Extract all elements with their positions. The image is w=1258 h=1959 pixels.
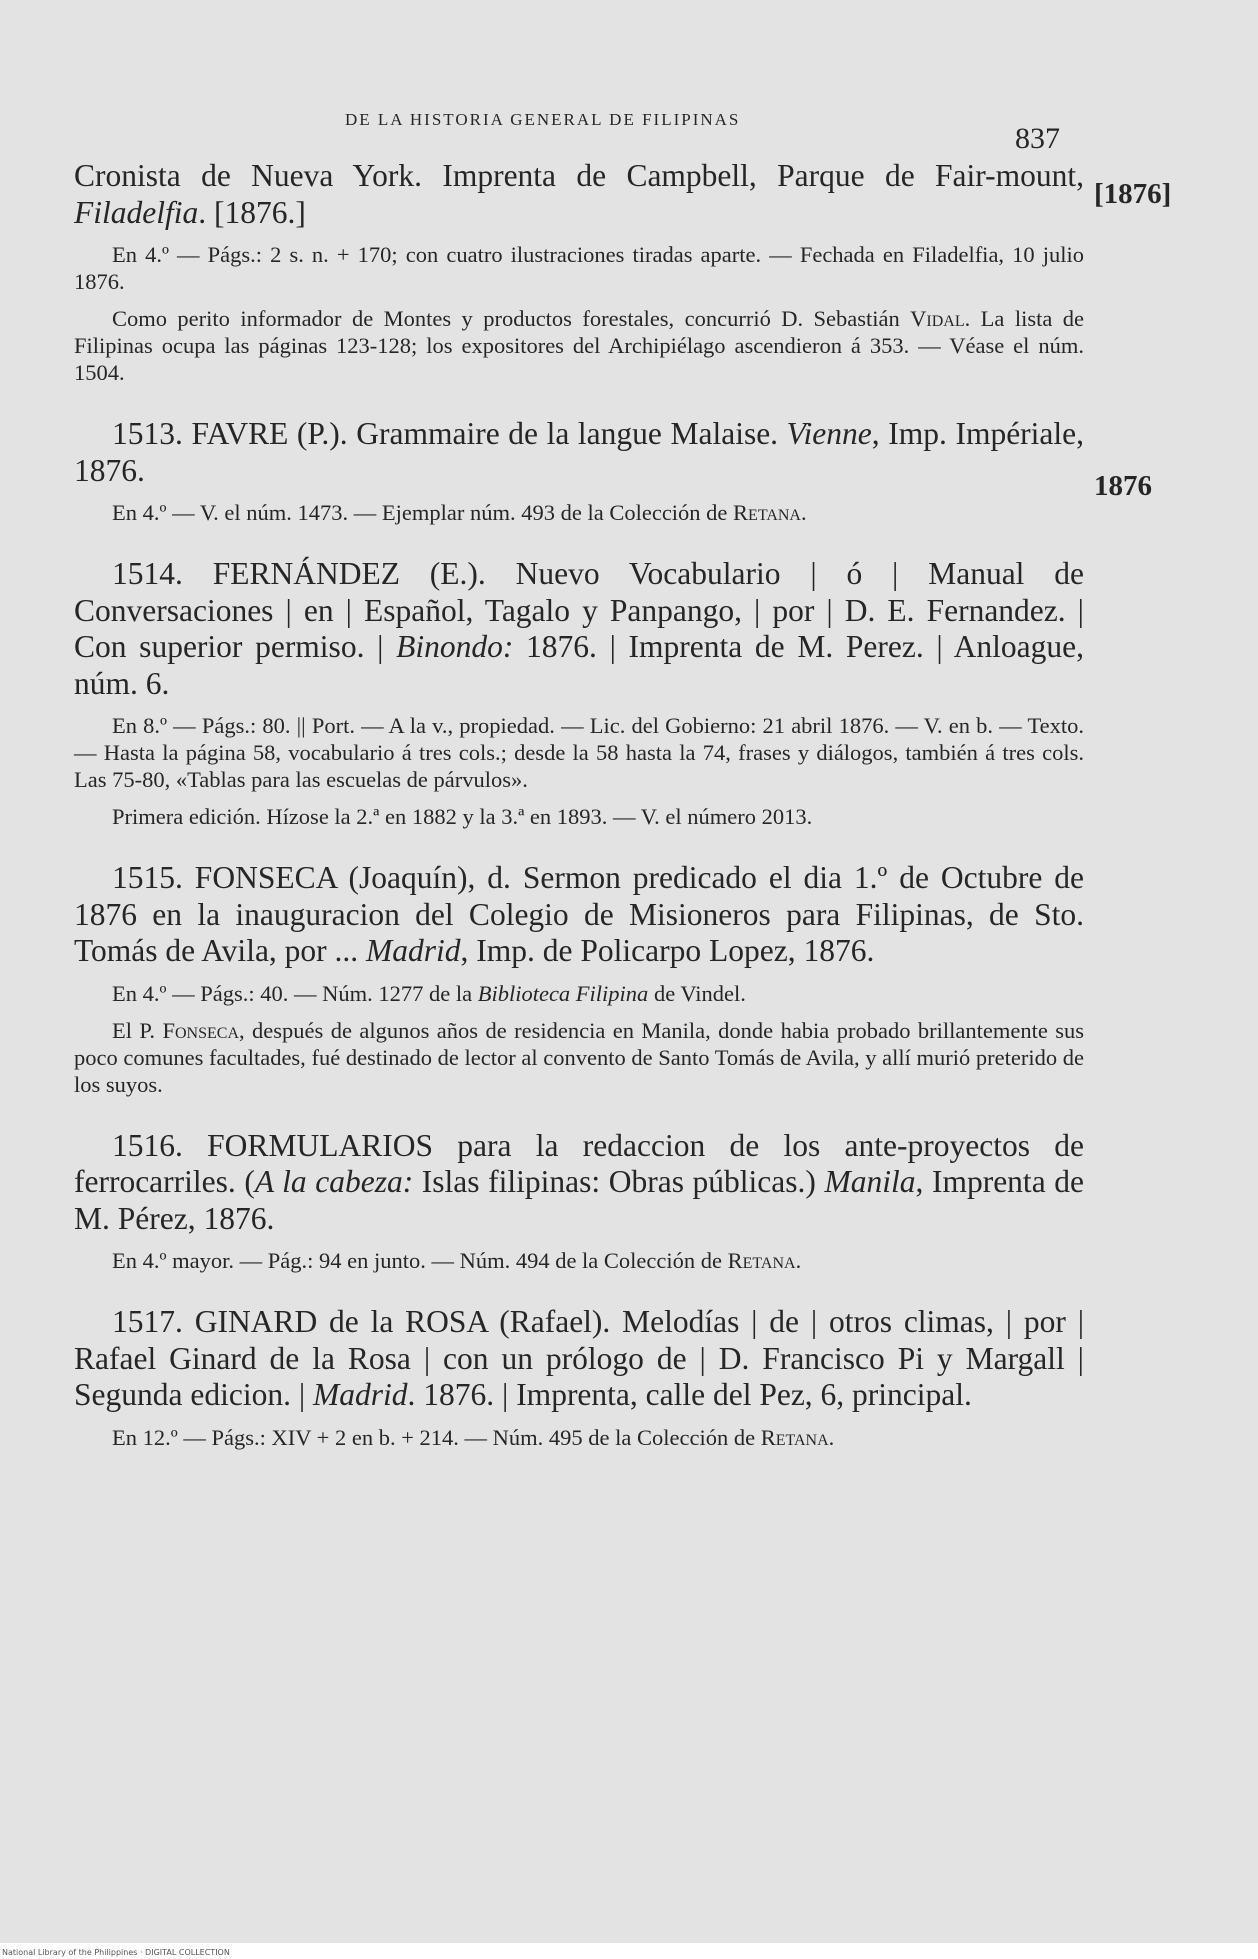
entry-continuation-note-2: Como perito informador de Montes y productos forestales, concurrió D. Sebastián Vidal. La lista de Filipinas ocupa las páginas 123-128; los expositores del Archipiélago ascendieron á 353. — Véase el núm. 1504. xyxy=(74,306,1084,385)
page-number: 837 xyxy=(1015,122,1060,155)
entry-continuation: Cronista de Nueva York. Imprenta de Campbell, Parque de Fair-mount, Filadelfia. [1876.] xyxy=(74,158,1084,230)
entry-continuation-note-1: En 4.º — Págs.: 2 s. n. + 170; con cuatro ilustraciones tiradas aparte. — Fechada en Filadelfia, 10 julio 1876. xyxy=(74,242,1084,294)
entry-1517: 1517. GINARD de la ROSA (Rafael). Melodías | de | otros climas, | por | Rafael Ginard de la Rosa | con un prólogo de | D. Francisco Pi y Margall | Segunda edicion. | Madrid. 1876. | Imprenta, calle del Pez, 6, principal. xyxy=(74,1304,1084,1412)
running-header: DE LA HISTORIA GENERAL DE FILIPINAS xyxy=(345,110,741,129)
entry-1513: 1513. FAVRE (P.). Grammaire de la langue Malaise. Vienne, Imp. Impériale, 1876. xyxy=(74,416,1085,488)
entry-1514-note-2: Primera edición. Hízose la 2.ª en 1882 y la 3.ª en 1893. — V. el número 2013. xyxy=(112,804,813,829)
margin-year-1: [1876] xyxy=(1094,178,1172,210)
entry-1515-note-1: En 4.º — Págs.: 40. — Núm. 1277 de la Biblioteca Filipina de Vindel. xyxy=(112,980,746,1006)
entry-1513-note: En 4.º — V. el núm. 1473. — Ejemplar núm. 493 de la Colección de Retana. xyxy=(112,500,807,525)
entry-1514: 1514. FERNÁNDEZ (E.). Nuevo Vocabulario | ó | Manual de Conversaciones | en | Español, Tagalo y Panpango, | por | D. E. Fernandez. | Con superior permiso. | Binondo: 1876. | Imprenta de M. Perez. | Anloague, núm. 6. xyxy=(74,556,1084,701)
page-content xyxy=(74,158,1084,1451)
margin-year-2: 1876 xyxy=(1094,470,1152,502)
entry-1515: 1515. FONSECA (Joaquín), d. Sermon predicado el dia 1.º de Octubre de 1876 en la inauguracion del Colegio de Misioneros para Filipinas, de Sto. Tomás de Avila, por ... Madrid, Imp. de Policarpo Lopez, 1876. xyxy=(74,860,1084,968)
entry-1516-note: En 4.º mayor. — Pág.: 94 en junto. — Núm. 494 de la Colección de Retana. xyxy=(112,1248,802,1273)
entry-1516: 1516. FORMULARIOS para la redaccion de los ante-proyectos de ferrocarriles. (A la cabeza: Islas filipinas: Obras públicas.) Manila, Imprenta de M. Pérez, 1876. xyxy=(74,1127,1084,1236)
entry-1517-note: En 12.º — Págs.: XIV + 2 en b. + 214. — Núm. 495 de la Colección de Retana. xyxy=(112,1424,835,1450)
entry-1514-note-1: En 8.º — Págs.: 80. || Port. — A la v., propiedad. — Lic. del Gobierno: 21 abril 1876. — V. en b. — Texto. — Hasta la página 58, vocabulario á tres cols.; desde la 58 hasta la 74, frases y diálogos, también á tres cols. Las 75-80, «Tablas para las escuelas de párvulos». xyxy=(74,713,1084,792)
scan-footer: National Library of the Philippines · DIGITAL COLLECTION xyxy=(2,1948,230,1957)
entry-1515-note-2: El P. Fonseca, después de algunos años de residencia en Manila, donde habia probado brillantemente sus poco comunes facultades, fué destinado de lector al convento de Santo Tomás de Avila, y allí murió preterido de los suyos. xyxy=(74,1017,1084,1097)
